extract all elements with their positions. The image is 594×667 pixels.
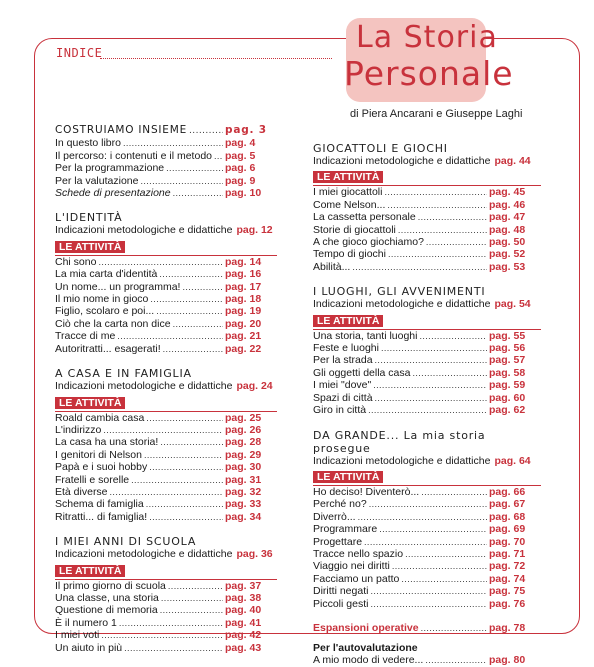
toc-entry[interactable] xyxy=(313,354,541,366)
entry-label: Spazi di città xyxy=(313,391,373,404)
toc-entry[interactable] xyxy=(313,511,541,523)
page-number: pag. 69 xyxy=(489,523,526,536)
entry-label: Diverrò... xyxy=(313,510,356,523)
page-number: pag. 74 xyxy=(489,572,526,585)
book-title-line1: La Storia xyxy=(356,20,498,55)
page-number: pag. 72 xyxy=(489,560,526,573)
toc-entry[interactable] xyxy=(313,536,541,548)
entry-label: Come Nelson... xyxy=(313,198,386,211)
entry-label: Programmare xyxy=(313,523,378,536)
toc-entry[interactable] xyxy=(313,573,541,585)
toc-entry[interactable] xyxy=(55,187,277,199)
page-number: pag. 67 xyxy=(489,498,526,511)
section-intro[interactable]: Indicazioni metodologiche e didattiche pag. 24 xyxy=(55,380,273,393)
entry-label: La cassetta personale xyxy=(313,211,416,224)
entry-label: Perché no? xyxy=(313,498,367,511)
toc-entry[interactable] xyxy=(55,175,277,187)
page-number: pag. 41 xyxy=(225,616,262,629)
section-list-s4 xyxy=(55,580,277,654)
toc-entry[interactable] xyxy=(313,498,541,510)
section-list-s5 xyxy=(313,186,541,273)
toc-entry[interactable] xyxy=(55,293,277,305)
toc-entry[interactable] xyxy=(55,424,277,436)
entry-label: Figlio, scolaro e poi... xyxy=(55,305,155,318)
page-number: pag. 59 xyxy=(489,379,526,392)
entry-label: La casa ha una storia! xyxy=(55,436,159,449)
toc-entry[interactable] xyxy=(55,498,277,510)
page-number: pag. 53 xyxy=(489,260,526,273)
entry-label: Schema di famiglia xyxy=(55,498,144,511)
page-number: pag. 14 xyxy=(225,255,262,268)
page-number: pag. 55 xyxy=(489,329,526,342)
section-list-s1 xyxy=(55,137,277,199)
activities-badge: LE ATTIVITÀ xyxy=(313,171,383,183)
entry-label: La mia carta d'identità xyxy=(55,268,158,281)
page-number: pag. 48 xyxy=(489,223,526,236)
self-eval-heading: Per l'autovalutazione xyxy=(313,642,418,655)
toc-entry[interactable] xyxy=(55,305,277,317)
entry-label: Chi sono xyxy=(55,255,97,268)
toc-entry[interactable] xyxy=(55,343,277,355)
page-number: pag. 26 xyxy=(225,423,262,436)
section-intro[interactable]: Indicazioni metodologiche e didattiche pag. 54 xyxy=(313,298,531,311)
toc-entry[interactable] xyxy=(313,392,541,404)
entry-label: Fratelli e sorelle xyxy=(55,473,130,486)
index-dotted-line xyxy=(100,58,332,59)
toc-entry[interactable] xyxy=(55,604,277,616)
entry-label: Il mio nome in gioco xyxy=(55,293,149,306)
toc-entry[interactable] xyxy=(313,211,541,223)
section-intro[interactable]: Indicazioni metodologiche e didattiche pag. 64 xyxy=(313,454,531,467)
page-number: pag. 31 xyxy=(225,473,262,486)
page-number: pag. 71 xyxy=(489,547,526,560)
toc-entry[interactable] xyxy=(55,412,277,424)
entry-label: Schede di presentazione xyxy=(55,187,171,200)
page-number: pag. 5 xyxy=(225,149,256,162)
page-number: pag. 9 xyxy=(225,174,256,187)
activities-badge: LE ATTIVITÀ xyxy=(313,471,383,483)
toc-entry[interactable] xyxy=(313,523,541,535)
toc-entry[interactable] xyxy=(55,474,277,486)
toc-entry[interactable] xyxy=(313,261,541,273)
entry-label: I miei voti xyxy=(55,629,100,642)
page-number: pag. 22 xyxy=(225,342,262,355)
toc-entry[interactable] xyxy=(313,404,541,416)
entry-label: Un nome... un programma! xyxy=(55,280,181,293)
entry-label: Papà e i suoi hobby xyxy=(55,461,148,474)
toc-entry[interactable] xyxy=(55,256,277,268)
entry-label: Età diverse xyxy=(55,485,108,498)
page-number: pag. 52 xyxy=(489,248,526,261)
toc-entry[interactable] xyxy=(313,224,541,236)
entry-label: Ciò che la carta non dice xyxy=(55,317,171,330)
entry-label: Tempo di giochi xyxy=(313,248,386,261)
page-number: pag. 18 xyxy=(225,293,262,306)
activities-badge: LE ATTIVITÀ xyxy=(55,241,125,253)
entry-label: Una classe, una storia xyxy=(55,591,159,604)
page-number: pag. 43 xyxy=(225,641,262,654)
toc-entry[interactable] xyxy=(313,367,541,379)
toc-entry[interactable] xyxy=(313,585,541,597)
entry-label: I miei giocattoli xyxy=(313,186,383,199)
toc-entry[interactable] xyxy=(55,486,277,498)
page-number: pag. 60 xyxy=(489,391,526,404)
toc-entry[interactable] xyxy=(55,617,277,629)
toc-entry[interactable] xyxy=(55,449,277,461)
entry-label: Piccoli gesti xyxy=(313,597,369,610)
page-number: pag. 25 xyxy=(225,411,262,424)
page-number: pag. 47 xyxy=(489,211,526,224)
entry-label: A che gioco giochiamo? xyxy=(313,236,424,249)
page-number: pag. 29 xyxy=(225,448,262,461)
entry-label: Autoritratti... esagerati! xyxy=(55,342,161,355)
page-number: pag. 68 xyxy=(489,510,526,523)
section-list-s7 xyxy=(313,486,541,610)
entry-label: Il percorso: i contenuti e il metodo xyxy=(55,149,212,162)
page-number: pag. 46 xyxy=(489,198,526,211)
entry-label: Il primo giorno di scuola xyxy=(55,579,166,592)
toc-entry[interactable] xyxy=(55,281,277,293)
page-number: pag. 32 xyxy=(225,485,262,498)
page-number: pag. 28 xyxy=(225,436,262,449)
page-number: pag. 50 xyxy=(489,236,526,249)
activities-badge: LE ATTIVITÀ xyxy=(55,565,125,577)
activities-badge: LE ATTIVITÀ xyxy=(55,397,125,409)
page-number: pag. 75 xyxy=(489,585,526,598)
entry-label: L'indirizzo xyxy=(55,423,102,436)
toc-entry[interactable] xyxy=(55,461,277,473)
entry-label: Feste e luoghi xyxy=(313,342,379,355)
toc-entry[interactable] xyxy=(313,379,541,391)
entry-label: Per la valutazione xyxy=(55,174,139,187)
toc-entry[interactable] xyxy=(55,318,277,330)
index-label: INDICE xyxy=(56,46,103,60)
section-heading-luoghi: I LUOGHI, GLI AVVENIMENTI xyxy=(313,285,486,299)
toc-entry[interactable] xyxy=(55,162,277,174)
toc-entry[interactable] xyxy=(55,642,277,654)
expansions-entry[interactable]: Espansioni operative ..... pag. 78 xyxy=(313,622,541,634)
page-number: pag. 56 xyxy=(489,342,526,355)
page-number: pag. 66 xyxy=(489,485,526,498)
page-number: pag. 21 xyxy=(225,330,262,343)
toc-entry[interactable] xyxy=(313,560,541,572)
page-number: pag. 62 xyxy=(489,404,526,417)
entry-label: Tracce nello spazio xyxy=(313,547,404,560)
toc-entry[interactable] xyxy=(313,486,541,498)
entry-label: In questo libro xyxy=(55,137,121,150)
toc-entry[interactable] xyxy=(313,199,541,211)
page-number: pag. 70 xyxy=(489,535,526,548)
section-intro[interactable]: Indicazioni metodologiche e didattiche pag. 44 xyxy=(313,155,531,167)
page-number: pag. 58 xyxy=(489,366,526,379)
section-heading-casa: A CASA E IN FAMIGLIA xyxy=(55,367,192,381)
toc-entry[interactable] xyxy=(313,342,541,354)
page-number: pag. 42 xyxy=(225,629,262,642)
entry-label: Storie di giocattoli xyxy=(313,223,396,236)
section-heading-giocattoli: GIOCATTOLI E GIOCHI xyxy=(313,142,448,155)
entry-label: I genitori di Nelson xyxy=(55,448,142,461)
entry-label: Questione di memoria xyxy=(55,604,158,617)
toc-entry[interactable] xyxy=(55,330,277,342)
page-number: pag. 3 xyxy=(225,124,267,136)
page-number: pag. 17 xyxy=(225,280,262,293)
section-heading-costruiamo[interactable] xyxy=(55,124,277,137)
toc-entry[interactable] xyxy=(55,137,277,149)
page-number: pag. 6 xyxy=(225,162,256,175)
page-number: pag. 10 xyxy=(225,187,262,200)
page-number: pag. 20 xyxy=(225,317,262,330)
toc-right-column xyxy=(313,142,541,667)
toc-entry[interactable] xyxy=(313,598,541,610)
toc-entry[interactable] xyxy=(55,580,277,592)
book-title-line2: Personale xyxy=(344,54,514,93)
entry-label: Progettare xyxy=(313,535,363,548)
page-number: pag. 37 xyxy=(225,579,262,592)
self-eval-entry[interactable]: A mio modo di vedere... ..... pag. 80 xyxy=(313,654,541,666)
toc-entry[interactable] xyxy=(55,436,277,448)
toc-entry[interactable] xyxy=(55,268,277,280)
toc-entry[interactable] xyxy=(313,548,541,560)
page-number: pag. 34 xyxy=(225,510,262,523)
section-intro[interactable]: Indicazioni metodologiche e didattiche pag. 12 xyxy=(55,224,273,237)
section-heading-scuola: I MIEI ANNI DI SCUOLA xyxy=(55,535,197,549)
page-number: pag. 16 xyxy=(225,268,262,281)
entry-label: Diritti negati xyxy=(313,585,369,598)
entry-label: Ho deciso! Diventerò... xyxy=(313,485,420,498)
entry-label: Per la programmazione xyxy=(55,162,165,175)
entry-label: Giro in città xyxy=(313,404,367,417)
section-heading-identita: L'IDENTITÀ xyxy=(55,211,123,225)
entry-label: Ritratti... di famiglia! xyxy=(55,510,148,523)
section-list-s2 xyxy=(55,256,277,355)
page-number: pag. 4 xyxy=(225,137,256,150)
authors: di Piera Ancarani e Giuseppe Laghi xyxy=(350,108,523,120)
activities-badge: LE ATTIVITÀ xyxy=(313,315,383,327)
toc-entry[interactable] xyxy=(55,592,277,604)
toc-entry[interactable] xyxy=(55,629,277,641)
toc-entry[interactable] xyxy=(313,186,541,198)
entry-label: Abilità... xyxy=(313,260,351,273)
toc-entry[interactable] xyxy=(55,150,277,162)
toc-left-column xyxy=(55,124,277,654)
entry-label: Tracce di me xyxy=(55,330,116,343)
section-intro[interactable]: Indicazioni metodologiche e didattiche pag. 36 xyxy=(55,548,273,561)
entry-label: Roald cambia casa xyxy=(55,411,145,424)
page-number: pag. 40 xyxy=(225,604,262,617)
section-list-s3 xyxy=(55,412,277,524)
entry-label: Una storia, tanti luoghi xyxy=(313,329,418,342)
page-number: pag. 30 xyxy=(225,461,262,474)
entry-label: Un aiuto in più xyxy=(55,641,123,654)
page-number: pag. 38 xyxy=(225,591,262,604)
entry-label: Facciamo un patto xyxy=(313,572,400,585)
entry-label: Per la strada xyxy=(313,354,373,367)
entry-label: Viaggio nei diritti xyxy=(313,560,390,573)
page-number: pag. 76 xyxy=(489,597,526,610)
page-number: pag. 45 xyxy=(489,186,526,199)
toc-entry[interactable] xyxy=(313,248,541,260)
entry-label: I miei "dove" xyxy=(313,379,372,392)
section-list-s6 xyxy=(313,330,541,417)
section-title: COSTRUIAMO INSIEME xyxy=(55,124,188,136)
toc-entry[interactable] xyxy=(313,330,541,342)
toc-entry[interactable] xyxy=(313,236,541,248)
section-heading-da-grande: DA GRANDE... La mia storia prosegue xyxy=(313,428,486,455)
toc-entry[interactable] xyxy=(55,511,277,523)
entry-label: Gli oggetti della casa xyxy=(313,366,411,379)
entry-label: È il numero 1 xyxy=(55,616,117,629)
page-number: pag. 33 xyxy=(225,498,262,511)
page-number: pag. 57 xyxy=(489,354,526,367)
page-number: pag. 19 xyxy=(225,305,262,318)
